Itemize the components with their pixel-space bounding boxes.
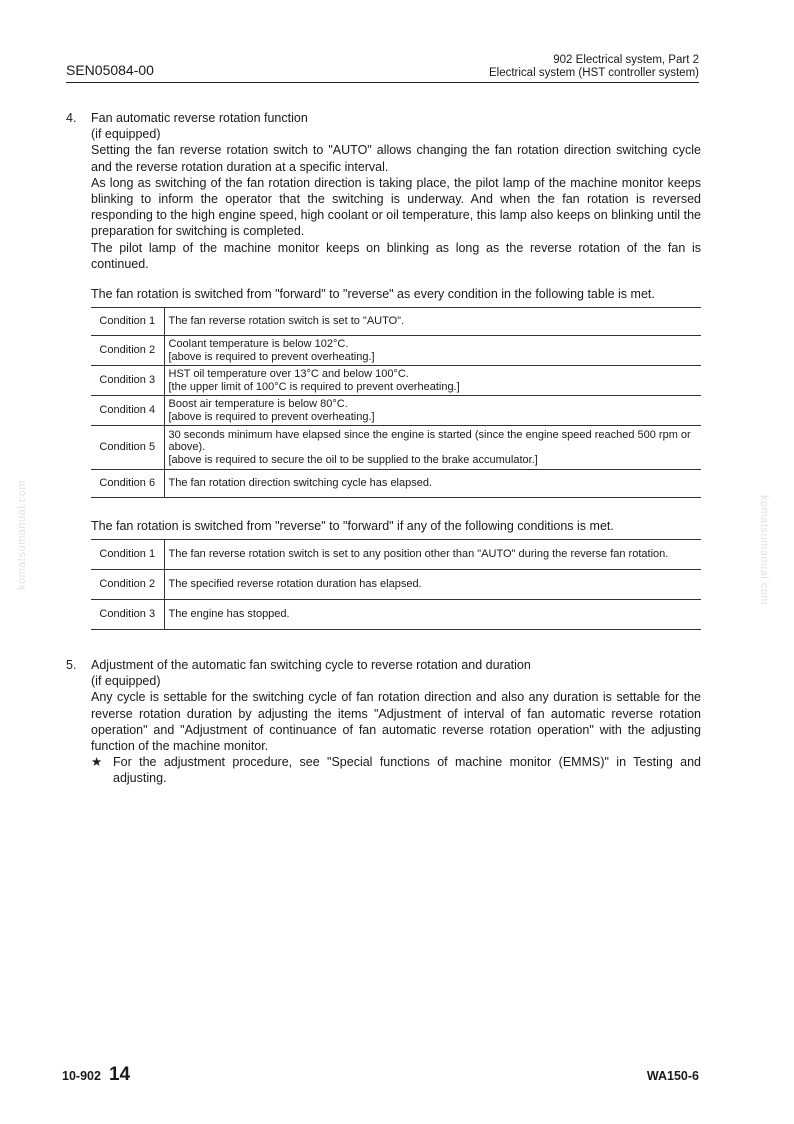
condition-name: Condition 4 [91,396,164,426]
condition-text: Coolant temperature is below 102°C. [168,338,349,350]
table-row [91,600,701,630]
condition-description [164,600,701,630]
table-row [91,308,701,336]
document-code: SEN05084-00 [66,62,154,78]
condition-name: Condition 5 [91,426,164,470]
section-4-paragraph-1: Setting the fan reverse rotation switch to "AUTO" allows changing the fan rotation direction switching cycle and the reverse rotation duration at a specific interval. [91,143,701,174]
condition-description [164,426,701,470]
condition-text: The engine has stopped. [168,608,290,621]
section-4-paragraph-2: As long as switching of the fan rotation direction is taking place, the pilot lamp of the machine monitor keeps blinking to inform the operator that the switching is underway. And when the fan rotation is reversed responding to the high engine speed, high coolant or oil temperature, this lamp also keeps on blinking until the preparation for switching is completed. [91,175,701,239]
watermark-left: komatsumanual.com [16,480,28,590]
section-4-number: 4. [66,111,77,125]
condition-name: Condition 3 [91,366,164,396]
header-title [489,54,699,80]
section-4-equip-note: (if equipped) [91,127,161,142]
condition-text: The fan reverse rotation switch is set to any position other than "AUTO" during the reverse fan rotation. [168,548,669,561]
machine-model: WA150-6 [646,1069,699,1083]
section-5-equip-note: (if equipped) [91,674,161,689]
condition-text: Boost air temperature is below 80°C. [168,398,348,410]
page-reference: 10-902 [62,1069,101,1083]
condition-text: [above is required to prevent overheating.] [168,410,375,423]
condition-name: Condition 1 [91,540,164,570]
adjustment-note [91,754,701,786]
watermark-right: komatsumanual.com [758,495,770,605]
condition-text: 30 seconds minimum have elapsed since the engine is started (since the engine speed reached 500 rpm or above). [168,428,691,454]
condition-name: Condition 1 [91,308,164,336]
condition-name: Condition 2 [91,570,164,600]
table-row [91,470,701,498]
adjustment-note-text: For the adjustment procedure, see "Special functions of machine monitor (EMMS)" in Testing and adjusting. [113,755,701,786]
section-5-title: Adjustment of the automatic fan switching cycle to reverse rotation and duration [91,658,531,672]
table-row [91,366,701,396]
condition-text: HST oil temperature over 13°C and below 100°C. [168,368,409,380]
condition-description [164,396,701,426]
condition-text: The fan rotation direction switching cycle has elapsed. [168,477,433,490]
table-row [91,426,701,470]
section-5 [66,657,701,797]
condition-text: [above is required to secure the oil to be supplied to the brake accumulator.] [168,453,538,466]
condition-text: The fan reverse rotation switch is set to "AUTO". [168,315,405,328]
condition-name: Condition 3 [91,600,164,630]
page-number: 14 [108,1064,131,1085]
section-4-paragraph-3: The pilot lamp of the machine monitor keeps on blinking as long as the reverse rotation of the fan is continued. [91,240,701,271]
reverse-to-forward-table [91,539,701,630]
table-row [91,396,701,426]
table-row [91,336,701,366]
section-4 [66,110,701,270]
condition-text: [above is required to prevent overheating.] [168,350,375,363]
section-5-number: 5. [66,658,77,672]
header-title-line1: 902 Electrical system, Part 2 [553,54,699,66]
condition-text: [the upper limit of 100°C is required to prevent overheating.] [168,380,460,393]
table-row [91,570,701,600]
table-1-intro: The fan rotation is switched from "forward" to "reverse" as every condition in the following table is met. [91,287,655,301]
condition-description [164,308,701,336]
table-row [91,540,701,570]
section-4-title: Fan automatic reverse rotation function [91,111,308,125]
condition-description [164,366,701,396]
condition-description [164,470,701,498]
condition-description [164,570,701,600]
section-5-paragraph: Any cycle is settable for the switching cycle of fan rotation direction and also any duration is settable for the reverse rotation duration by adjusting the items "Adjustment of interval of fan automatic reverse rotation operation" and "Adjustment of continuance of fan automatic reverse rotation operation" with the adjusting function of the machine monitor. [91,690,701,754]
forward-to-reverse-table [91,307,701,498]
condition-description [164,336,701,366]
condition-name: Condition 2 [91,336,164,366]
condition-description [164,540,701,570]
table-2-intro: The fan rotation is switched from "reverse" to "forward" if any of the following conditions is met. [91,519,614,533]
page-number-block [62,1064,130,1086]
condition-text: The specified reverse rotation duration has elapsed. [168,578,422,591]
condition-name: Condition 6 [91,470,164,498]
star-icon: ★ [91,755,103,770]
header-title-line2: Electrical system (HST controller system) [488,67,699,79]
header-divider [66,82,699,83]
